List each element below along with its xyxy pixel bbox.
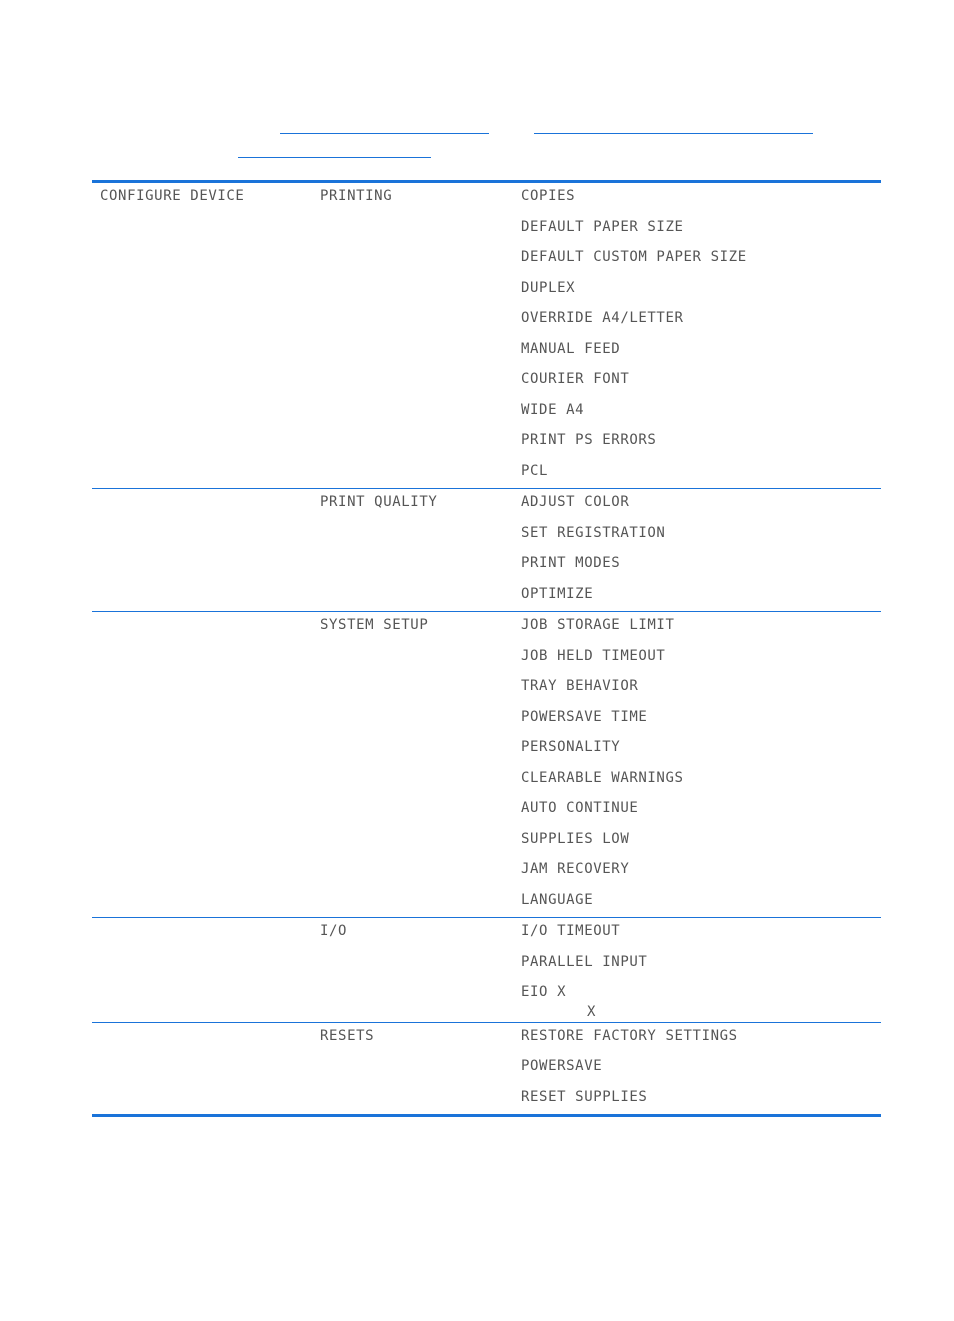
list-item: DUPLEX <box>521 279 576 296</box>
table-bottom-rule <box>92 1114 881 1117</box>
link-underline-3[interactable] <box>238 157 431 158</box>
list-item: LANGUAGE <box>521 891 594 908</box>
menu-table <box>92 180 881 1117</box>
list-item: SET REGISTRATION <box>521 524 666 541</box>
list-item: COURIER FONT <box>521 371 630 387</box>
list-item: JAM RECOVERY <box>521 861 630 877</box>
menu-group-print-quality <box>92 489 881 611</box>
list-item: TRAY BEHAVIOR <box>521 678 639 694</box>
submenu-label: I/O <box>320 923 348 939</box>
list-item: PRINT PS ERRORS <box>521 432 657 448</box>
link-underline-2[interactable] <box>534 133 813 134</box>
menu-group-resets <box>92 1023 881 1115</box>
submenu-label: PRINT QUALITY <box>320 494 438 510</box>
list-item: I/O TIMEOUT <box>521 923 621 939</box>
submenu-label: PRINTING <box>320 188 393 204</box>
list-item: EIO X <box>521 984 567 1000</box>
top-menu-label: CONFIGURE DEVICE <box>100 188 245 204</box>
list-item: PARALLEL INPUT <box>521 953 648 970</box>
submenu-label: SYSTEM SETUP <box>320 617 429 633</box>
list-item: PRINT MODES <box>521 555 621 571</box>
list-item: RESET SUPPLIES <box>521 1088 648 1105</box>
list-item: POWERSAVE <box>521 1058 603 1074</box>
menu-group-io <box>92 918 881 1022</box>
list-item: WIDE A4 <box>521 401 585 418</box>
list-item: POWERSAVE TIME <box>521 708 648 725</box>
list-item: OPTIMIZE <box>521 585 594 602</box>
list-item: JOB STORAGE LIMIT <box>521 617 675 633</box>
menu-group-printing <box>92 183 881 488</box>
list-item: MANUAL FEED <box>521 340 621 357</box>
list-item: SUPPLIES LOW <box>521 830 630 847</box>
list-item: CLEARABLE WARNINGS <box>521 769 684 786</box>
list-item: DEFAULT PAPER SIZE <box>521 218 684 235</box>
list-item: OVERRIDE A4/LETTER <box>521 310 684 326</box>
list-item: AUTO CONTINUE <box>521 800 639 816</box>
submenu-label: RESETS <box>320 1027 375 1044</box>
list-item: PERSONALITY <box>521 739 621 755</box>
list-item: RESTORE FACTORY SETTINGS <box>521 1027 738 1044</box>
list-item: PCL <box>521 462 549 479</box>
list-item: COPIES <box>521 188 576 204</box>
link-underline-1[interactable] <box>280 133 489 134</box>
list-item-extra: X <box>587 1003 597 1020</box>
menu-group-system-setup <box>92 612 881 917</box>
list-item: JOB HELD TIMEOUT <box>521 647 666 664</box>
list-item: DEFAULT CUSTOM PAPER SIZE <box>521 249 747 265</box>
list-item: ADJUST COLOR <box>521 494 630 510</box>
